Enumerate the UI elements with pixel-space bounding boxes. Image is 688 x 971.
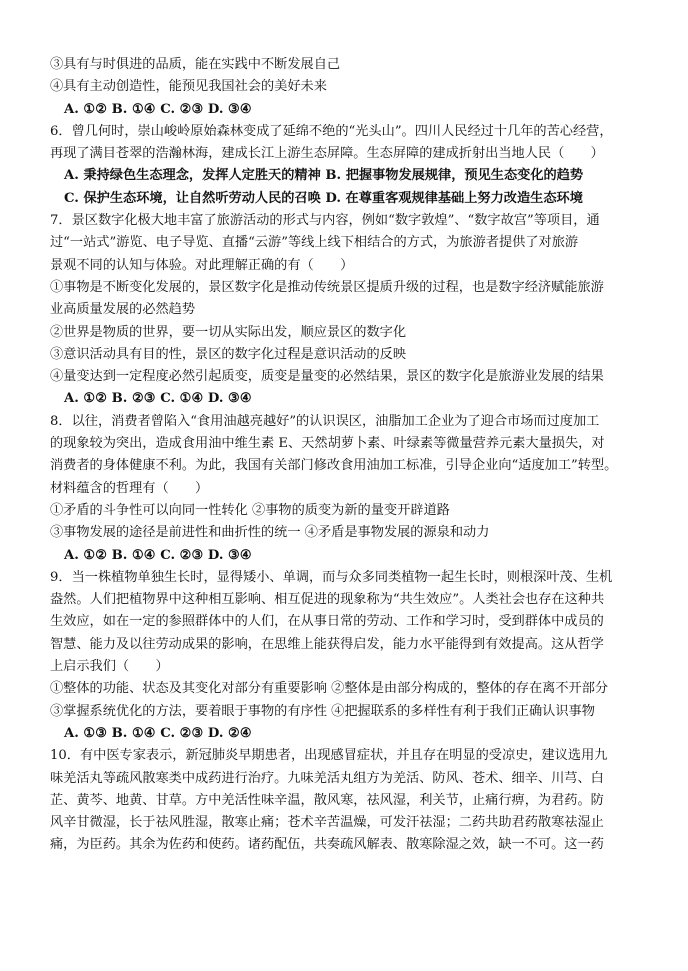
option-line-4: ④具有主动创造性，能预见我国社会的美好未来 bbox=[50, 79, 327, 95]
question-7-statement-1a: ①事物是不断变化发展的，景区数字化是推动传统景区提质升级的过程，也是数字经济赋能旅游 bbox=[50, 279, 604, 295]
question-7-statement-2: ②世界是物质的世界，要一切从实际出发，顺应景区的数字化 bbox=[50, 324, 407, 340]
question-8-statements-1-2: ①矛盾的斗争性可以向同一性转化 ②事物的质变为新的量变开辟道路 bbox=[50, 502, 450, 518]
question-6-line-2: 再现了满目苍翠的浩瀚林海，建成长江上游生态屏障。生态屏障的建成折射出当地人民（ ） bbox=[50, 146, 604, 162]
question-9-line-5: 上启示我们（ ） bbox=[50, 659, 169, 675]
answer-choices-q7: A. ①② B. ②③ C. ①④ D. ③④ bbox=[64, 391, 252, 407]
question-7-line-1: 7．景区数字化极大地丰富了旅游活动的形式与内容，例如“数字敦煌”、“数字故宫”等项目，通 bbox=[50, 213, 600, 229]
question-8-line-2: 的现象较为突出，造成食用油中维生素 E、天然胡萝卜素、叶绿素等微量营养元素大量损失，对 bbox=[50, 436, 605, 452]
question-7-line-3: 景观不同的认知与体验。对此理解正确的有（ ） bbox=[50, 257, 354, 273]
question-8-line-1: 8．以往，消费者曾陷入“食用油越亮越好”的认识误区，油脂加工企业为了迎合市场而过度加工 bbox=[50, 413, 600, 429]
question-9-line-4: 智慧、能力及以往劳动成果的影响，在思维上能获得启发，能力水平能得到有效提高。这从哲学 bbox=[50, 636, 604, 652]
question-10-line-2: 味羌活丸等疏风散寒类中成药进行治疗。九味羌活丸组方为羌活、防风、苍术、细辛、川芎、白 bbox=[50, 770, 604, 786]
question-10-line-4: 风辛甘微湿，长于祛风胜湿，散寒止痛；苍术辛苦温燥，可发汗祛湿；二药共助君药散寒祛湿止 bbox=[50, 815, 604, 831]
question-9-statements-3-4: ③掌握系统优化的方法，要着眼于事物的有序性 ④把握联系的多样性有利于我们正确认识事物 bbox=[50, 703, 595, 719]
answer-choices-q6-ab: A. 秉持绿色生态理念，发挥人定胜天的精神 B. 把握事物发展规律，预见生态变化的趋势 bbox=[64, 168, 584, 184]
question-10-line-5: 痛，为臣药。其余为佐药和使药。诸药配伍，共奏疏风解表、散寒除湿之效，缺一不可。这一药 bbox=[50, 837, 604, 853]
question-7-line-2: 过“一站式”游览、电子导览、直播“云游”等线上线下相结合的方式，为旅游者提供了对旅游 bbox=[50, 235, 579, 251]
answer-choices-q8: A. ①② B. ①④ C. ②③ D. ③④ bbox=[64, 547, 252, 563]
question-8-line-4: 材料蕴含的哲理有（ ） bbox=[50, 480, 209, 496]
question-7-statement-4: ④量变达到一定程度必然引起质变，质变是量变的必然结果，景区的数字化是旅游业发展的结果 bbox=[50, 369, 604, 385]
question-8-line-3: 消费者的身体健康不利。为此，我国有关部门修改食用油加工标准，引导企业向“适度加工”转型。 bbox=[50, 458, 618, 474]
exam-page bbox=[50, 54, 642, 857]
question-10-line-3: 芷、黄芩、地黄、甘草。方中羌活性味辛温，散风寒，祛风湿，利关节，止痛行痹，为君药。防 bbox=[50, 792, 604, 808]
option-line-3: ③具有与时俱进的品质，能在实践中不断发展自己 bbox=[50, 57, 341, 72]
question-7-statement-3: ③意识活动具有目的性，景区的数字化过程是意识活动的反映 bbox=[50, 346, 407, 362]
question-9-line-2: 盎然。人们把植物界中这种相互影响、相互促进的现象称为“共生效应”。人类社会也存在这种共 bbox=[50, 592, 605, 608]
question-9-statements-1-2: ①整体的功能、状态及其变化对部分有重要影响 ②整体是由部分构成的，整体的存在离不开部分 bbox=[50, 681, 609, 697]
question-8-statements-3-4: ③事物发展的途径是前进性和曲折性的统一 ④矛盾是事物发展的源泉和动力 bbox=[50, 525, 490, 541]
question-6-line-1: 6．曾几何时，崇山峻岭原始森林变成了延绵不绝的“光头山”。四川人民经过十几年的苦心经营， bbox=[50, 123, 613, 139]
answer-choices-q6-cd: C. 保护生态环境，让自然听劳动人民的召唤 D. 在尊重客观规律基础上努力改造生态环境 bbox=[64, 190, 583, 206]
answer-choices-q9: A. ①③ B. ①④ C. ②③ D. ②④ bbox=[64, 725, 252, 741]
question-9-line-3: 生效应，如在一定的参照群体中的人们，在从事日常的劳动、工作和学习时，受到群体中成员的 bbox=[50, 614, 604, 630]
answer-choices-q5: A. ①② B. ①④ C. ②③ D. ③④ bbox=[64, 101, 252, 117]
question-10-line-1: 10．有中医专家表示，新冠肺炎早期患者，出现感冒症状，并且存在明显的受凉史，建议选用九 bbox=[50, 748, 608, 764]
question-9-line-1: 9．当一株植物单独生长时，显得矮小、单调，而与众多同类植物一起生长时，则根深叶茂、生机 bbox=[50, 569, 613, 585]
question-7-statement-1b: 业高质量发展的必然趋势 bbox=[50, 302, 196, 318]
